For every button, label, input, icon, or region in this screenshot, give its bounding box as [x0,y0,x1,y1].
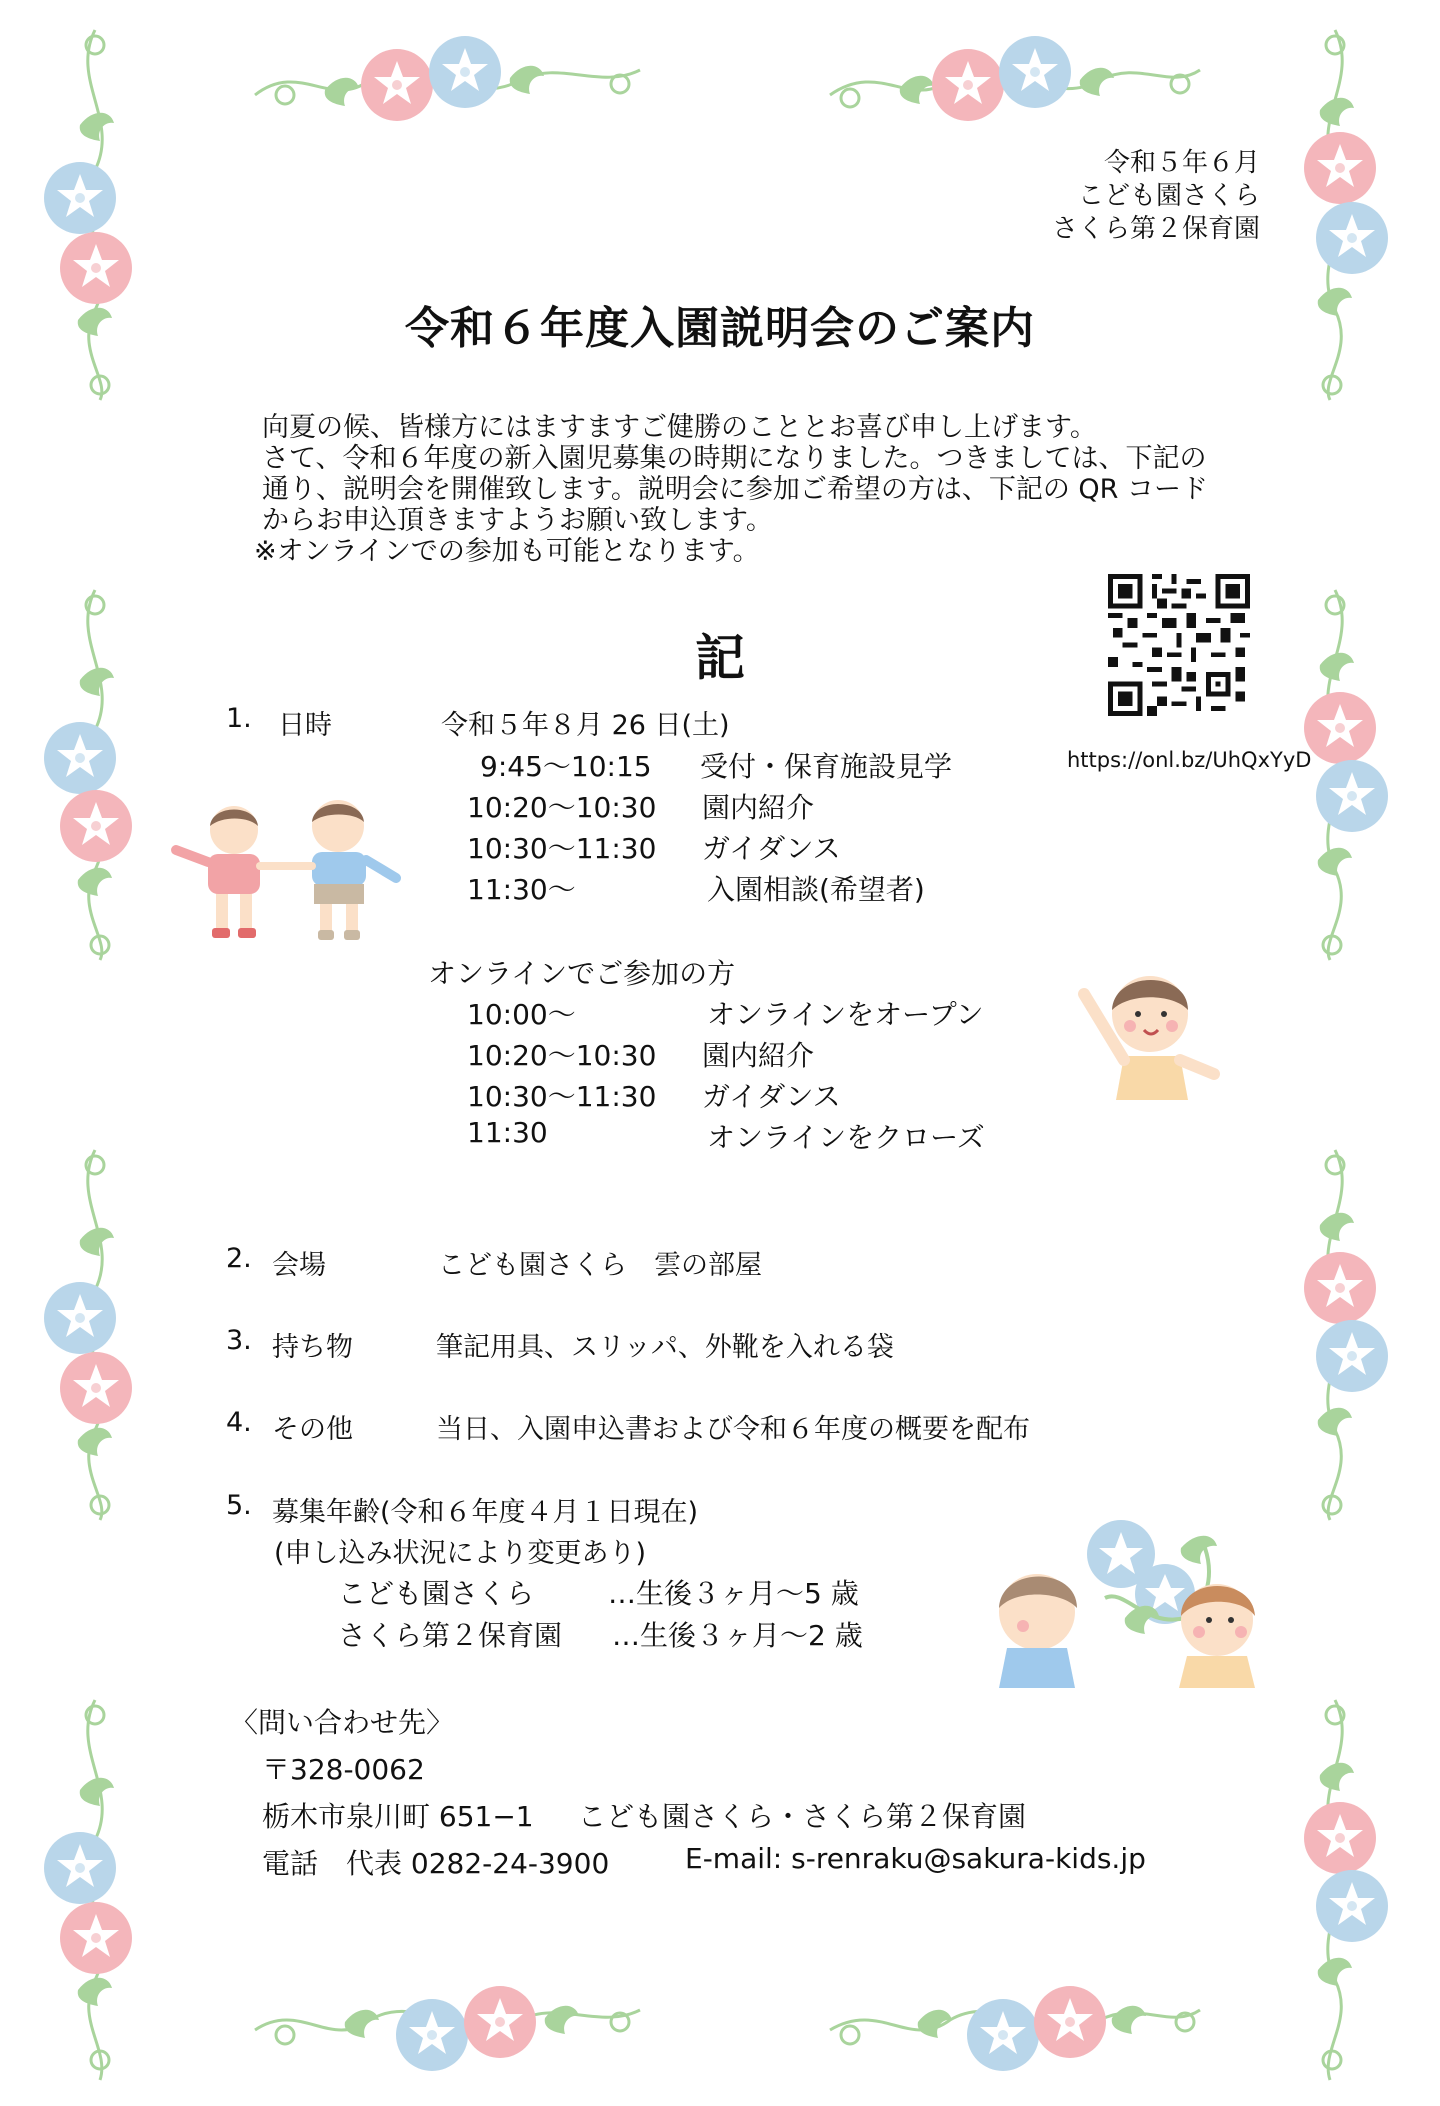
item-2-number: 2. [226,1243,252,1274]
item-2-label: 会場 [272,1250,326,1281]
schedule-time: 10:20～10:30 [467,791,657,824]
enrollment-school: こども園さくら [338,1577,535,1610]
online-event: ガイダンス [702,1080,841,1113]
schedule-time: 11:30～ [467,873,576,906]
item-5-note: (申し込み状況により変更あり) [274,1538,647,1569]
contact-orgs: こども園さくら・さくら第２保育園 [578,1800,1027,1833]
online-heading: オンラインでご参加の方 [428,957,736,990]
item-5-number: 5. [226,1490,252,1521]
bottom-left-garland [255,1986,640,2071]
schedule-time: 10:30～11:30 [467,832,657,865]
enrollment-age: …生後３ヶ月～5 歳 [608,1577,859,1610]
item-1-date: 令和５年８月 26 日(土) [441,710,730,741]
contact-postal-code: 〒328-0062 [262,1753,425,1786]
children-with-flowers-illustration [985,1508,1285,1688]
contact-heading: 〈問い合わせ先〉 [230,1706,455,1739]
online-event: 園内紹介 [702,1039,815,1072]
schedule-time: 9:45～10:15 [480,750,652,783]
intro-line: さて、令和６年度の新入園児募集の時期になりました。つきましては、下記の [262,443,1207,474]
intro-line: 通り、説明会を開催致します。説明会に参加ご希望の方は、下記の QR コード [262,474,1209,505]
online-event: オンラインをオープン [707,998,984,1031]
enrollment-school: さくら第２保育園 [338,1619,563,1652]
online-event: オンラインをクローズ [707,1121,985,1154]
enrollment-age: …生後３ヶ月～2 歳 [612,1619,863,1652]
item-5-label: 募集年齢(令和６年度４月１日現在) [272,1497,699,1528]
item-4-label: その他 [272,1414,353,1445]
online-time: 10:00～ [467,998,576,1031]
bottom-right-garland [830,1986,1200,2071]
issuer-block [1052,147,1260,246]
item-3-label: 持ち物 [272,1332,353,1363]
intro-line: からお申込頂きますようお願い致します。 [262,505,773,536]
schedule-event: 園内紹介 [702,791,815,824]
intro-line: 向夏の候、皆様方にはますますご健勝のこととお喜び申し上げます。 [262,412,1097,443]
online-time: 10:20～10:30 [467,1039,657,1072]
contact-phone: 電話 代表 0282-24-3900 [262,1847,610,1880]
intro-note: ※オンラインでの参加も可能となります。 [254,536,760,567]
top-right-garland [830,36,1200,121]
ki-heading: 記 [695,629,745,687]
intro-paragraph [254,412,1209,567]
online-time: 10:30～11:30 [467,1080,657,1113]
waving-child-illustration [1064,970,1224,1110]
schedule-event: ガイダンス [702,832,841,865]
qr-url[interactable]: https://onl.bz/UhQxYyD [1067,748,1312,772]
issue-date: 令和５年６月 [1103,148,1260,178]
contact-address: 栃木市泉川町 651−1 [262,1800,534,1833]
item-1-number: 1. [226,703,252,734]
children-holding-hands-illustration [168,790,408,950]
qr-code-image[interactable] [1108,574,1250,716]
item-1-label: 日時 [278,710,332,741]
item-2-value: こども園さくら 雲の部屋 [438,1250,762,1281]
issuer-org-1: こども園さくら [1077,181,1260,211]
item-3-number: 3. [226,1325,252,1356]
page-title: 令和６年度入園説明会のご案内 [405,303,1035,354]
item-4-number: 4. [226,1407,252,1438]
issuer-org-2: さくら第２保育園 [1051,214,1260,244]
online-time: 11:30 [467,1116,548,1149]
top-left-garland [255,36,640,121]
schedule-event: 受付・保育施設見学 [700,750,953,783]
schedule-event: 入園相談(希望者) [707,873,925,906]
item-3-value: 筆記用具、スリッパ、外靴を入れる袋 [436,1332,894,1363]
item-4-value: 当日、入園申込書および令和６年度の概要を配布 [436,1414,1030,1445]
contact-email[interactable]: E-mail: s-renraku@sakura-kids.jp [685,1842,1146,1875]
